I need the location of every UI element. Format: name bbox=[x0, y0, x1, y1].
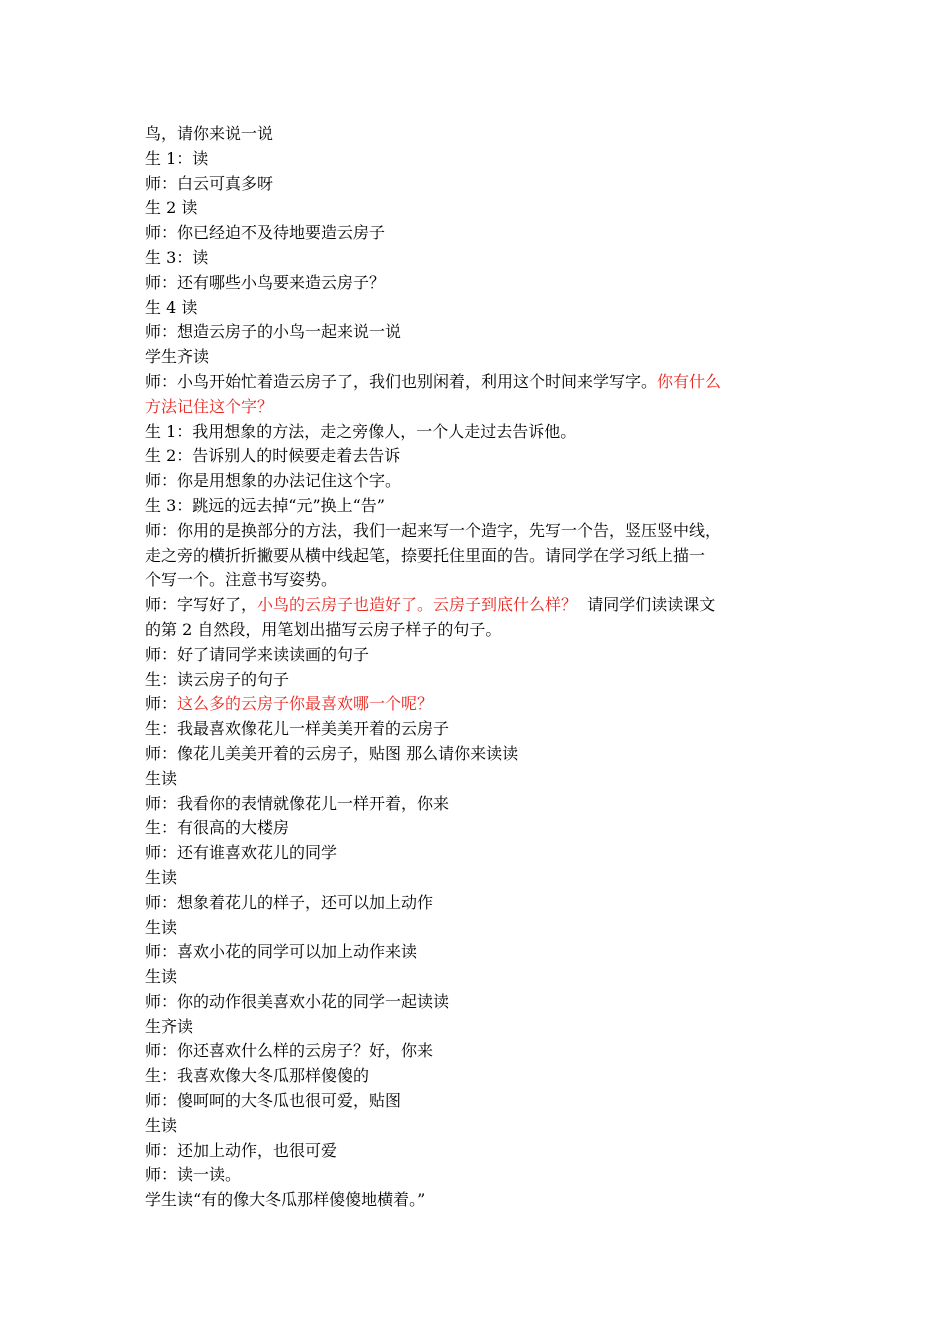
line-text: 师：你已经迫不及待地要造云房子 bbox=[145, 223, 386, 243]
line-text: 生 1：我用想象的方法，走之旁像人，一个人走过去告诉他。 bbox=[145, 421, 577, 441]
transcript-line bbox=[145, 1064, 815, 1089]
line-text: 请同学们读读课文 bbox=[577, 595, 716, 615]
line-text: 师：你用的是换部分的方法，我们一起来写一个造字，先写一个告，竖压竖中线， bbox=[145, 520, 722, 540]
transcript-line bbox=[145, 544, 815, 569]
transcript-line bbox=[145, 1015, 815, 1040]
line-text: 生：有很高的大楼房 bbox=[145, 818, 290, 838]
line-text: 师：傻呵呵的大冬瓜也很可爱，贴图 bbox=[145, 1091, 402, 1111]
line-text: 生读 bbox=[145, 768, 178, 788]
line-text: 师：白云可真多呀 bbox=[145, 173, 274, 193]
transcript-line bbox=[145, 717, 815, 742]
transcript-line bbox=[145, 593, 815, 618]
line-text: 生读 bbox=[145, 967, 178, 987]
transcript-line bbox=[145, 296, 815, 321]
line-text: 生读 bbox=[145, 1115, 178, 1135]
transcript-line bbox=[145, 271, 815, 296]
line-text: 师：你还喜欢什么样的云房子？好，你来 bbox=[145, 1041, 434, 1061]
line-text: 师：像花儿美美开着的云房子，贴图 那么请你来读读 bbox=[145, 743, 519, 763]
line-text: 生 2：告诉别人的时候要走着去告诉 bbox=[145, 446, 401, 466]
line-text: 生：我最喜欢像花儿一样美美开着的云房子 bbox=[145, 719, 450, 739]
transcript-line bbox=[145, 345, 815, 370]
transcript-line bbox=[145, 916, 815, 941]
line-text: 师：好了请同学来读读画的句子 bbox=[145, 644, 370, 664]
line-text: 师：小鸟开始忙着造云房子了，我们也别闲着，利用这个时间来学写字。 bbox=[145, 371, 658, 391]
transcript-line bbox=[145, 792, 815, 817]
line-text: 鸟，请你来说一说 bbox=[145, 124, 274, 143]
line-text: 生 1：读 bbox=[145, 148, 209, 168]
transcript-line bbox=[145, 965, 815, 990]
highlighted-question-text: 小鸟的云房子也造好了。云房子到底什么样？ bbox=[257, 595, 578, 615]
line-text: 生：读云房子的句子 bbox=[145, 669, 290, 689]
lesson-transcript bbox=[145, 122, 815, 1213]
line-text: 师：你是用想象的办法记住这个字。 bbox=[145, 471, 402, 491]
transcript-line bbox=[145, 246, 815, 271]
transcript-line bbox=[145, 1188, 815, 1213]
line-text: 师：你的动作很美喜欢小花的同学一起读读 bbox=[145, 991, 450, 1011]
line-text: 师： bbox=[145, 694, 178, 714]
highlighted-question-text: 你有什么 bbox=[657, 371, 722, 391]
transcript-line bbox=[145, 1163, 815, 1188]
line-text: 师：读一读。 bbox=[145, 1165, 242, 1185]
transcript-line bbox=[145, 1114, 815, 1139]
line-text: 师：还有谁喜欢花儿的同学 bbox=[145, 843, 338, 863]
line-text: 师：想造云房子的小鸟一起来说一说 bbox=[145, 322, 402, 342]
line-text: 师：喜欢小花的同学可以加上动作来读 bbox=[145, 942, 418, 962]
transcript-line bbox=[145, 444, 815, 469]
line-text: 生齐读 bbox=[145, 1016, 194, 1036]
line-text: 生 4 读 bbox=[145, 297, 198, 317]
transcript-line bbox=[145, 1089, 815, 1114]
transcript-line bbox=[145, 172, 815, 197]
line-text: 学生读“有的像大冬瓜那样傻傻地横着。” bbox=[145, 1190, 426, 1210]
transcript-line bbox=[145, 668, 815, 693]
transcript-line bbox=[145, 370, 815, 395]
line-text: 师：字写好了， bbox=[145, 595, 258, 615]
transcript-line bbox=[145, 643, 815, 668]
line-text: 学生齐读 bbox=[145, 347, 210, 367]
transcript-line bbox=[145, 494, 815, 519]
transcript-line bbox=[145, 196, 815, 221]
transcript-line bbox=[145, 742, 815, 767]
transcript-line bbox=[145, 469, 815, 494]
line-text: 走之旁的横折折撇要从横中线起笔，捺要托住里面的告。请同学在学习纸上描一 bbox=[145, 545, 706, 565]
transcript-line bbox=[145, 767, 815, 792]
line-text: 生 2 读 bbox=[145, 198, 198, 218]
highlighted-question-text: 这么多的云房子你最喜欢哪一个呢？ bbox=[177, 694, 434, 714]
line-text: 生读 bbox=[145, 867, 178, 887]
line-text: 生 3：读 bbox=[145, 247, 209, 267]
transcript-line bbox=[145, 841, 815, 866]
transcript-line bbox=[145, 221, 815, 246]
transcript-line bbox=[145, 395, 815, 420]
line-text: 生：我喜欢像大冬瓜那样傻傻的 bbox=[145, 1066, 370, 1086]
line-text: 生 3：跳远的远去掉“元”换上“告” bbox=[145, 495, 385, 515]
transcript-line bbox=[145, 692, 815, 717]
transcript-line bbox=[145, 122, 815, 147]
transcript-line bbox=[145, 519, 815, 544]
transcript-line bbox=[145, 320, 815, 345]
line-text: 师：还加上动作，也很可爱 bbox=[145, 1140, 338, 1160]
transcript-line bbox=[145, 147, 815, 172]
line-text: 师：我看你的表情就像花儿一样开着，你来 bbox=[145, 793, 450, 813]
line-text: 师：想象着花儿的样子，还可以加上动作 bbox=[145, 892, 434, 912]
line-text: 个写一个。注意书写姿势。 bbox=[145, 570, 338, 590]
transcript-line bbox=[145, 568, 815, 593]
transcript-line bbox=[145, 940, 815, 965]
transcript-line bbox=[145, 1139, 815, 1164]
transcript-line bbox=[145, 1039, 815, 1064]
line-text: 的第 2 自然段，用笔划出描写云房子样子的句子。 bbox=[145, 619, 502, 639]
line-text: 师：还有哪些小鸟要来造云房子？ bbox=[145, 272, 386, 292]
transcript-line bbox=[145, 618, 815, 643]
transcript-line bbox=[145, 816, 815, 841]
transcript-line bbox=[145, 866, 815, 891]
transcript-line bbox=[145, 891, 815, 916]
highlighted-question-text: 方法记住这个字？ bbox=[145, 396, 274, 416]
line-text: 生读 bbox=[145, 917, 178, 937]
transcript-line bbox=[145, 990, 815, 1015]
transcript-line bbox=[145, 420, 815, 445]
